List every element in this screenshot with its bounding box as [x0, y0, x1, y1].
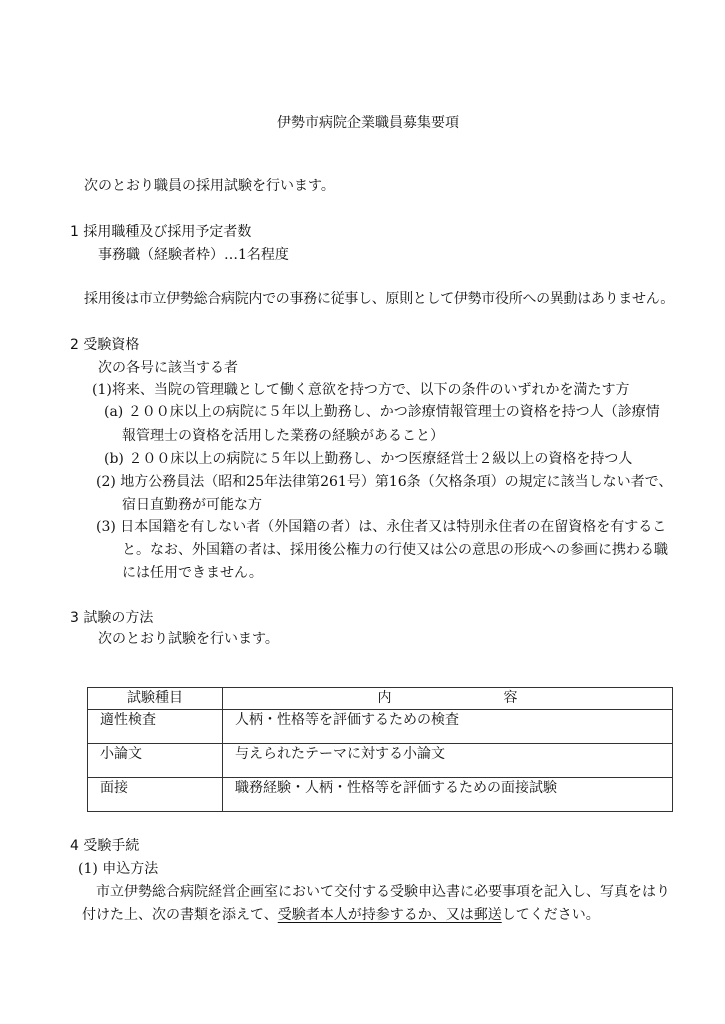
application-paragraph-line-1: 市立伊勢総合病院経営企画室において交付する受験申込書に必要事項を記入し、写真をはり [96, 884, 670, 900]
exam-lead: 次のとおり試験を行います。 [98, 631, 279, 647]
eligibility-item-1b: (b) ２００床以上の病院に５年以上勤務し、かつ医療経営士２級以上の資格を持つ人 [104, 451, 633, 467]
table-cell: 人柄・性格等を評価するための検査 [223, 710, 673, 744]
text: 付けた上、次の書類を添えて、 [82, 907, 278, 923]
table-cell: 与えられたテーマに対する小論文 [223, 744, 673, 778]
page-title: 伊勢市病院企業職員募集要項 [277, 115, 459, 131]
section-4-heading: 4 受験手続 [70, 838, 140, 854]
underlined-text: 受験者本人が持参するか、又は郵送 [277, 907, 502, 923]
eligibility-item-3-cont: と。なお、外国籍の者は、採用後公権力の行使又は公の意思の形成への参画に携わる職 [122, 542, 668, 558]
eligibility-item-3-cont2: には任用できません。 [122, 565, 263, 581]
table-header-row [88, 688, 673, 710]
intro-text: 次のとおり職員の採用試験を行います。 [84, 178, 335, 194]
exam-table [87, 687, 673, 812]
section-2-heading: 2 受験資格 [70, 337, 140, 353]
table-row [88, 744, 673, 778]
text: してください。 [501, 907, 600, 923]
transfer-note: 採用後は市立伊勢総合病院内での事務に従事し、原則として伊勢市役所への異動はありません。 [84, 291, 674, 307]
eligibility-item-2: (2) 地方公務員法（昭和25年法律第261号）第16条（欠格条項）の規定に該当しない者で、 [96, 474, 673, 490]
table-row [88, 710, 673, 744]
table-header: 内 容 [223, 688, 673, 710]
eligibility-lead: 次の各号に該当する者 [98, 360, 238, 376]
section-1-heading: 1 採用職種及び採用予定者数 [70, 224, 252, 240]
table-cell: 面接 [88, 778, 223, 812]
eligibility-item-1: (1)将来、当院の管理職として働く意欲を持つ方で、以下の条件のいずれかを満たす方 [92, 382, 630, 398]
job-line: 事務職（経験者枠）…1名程度 [98, 247, 289, 263]
table-cell: 職務経験・人柄・性格等を評価するための面接試験 [223, 778, 673, 812]
eligibility-item-1a-cont: 報管理士の資格を活用した業務の経験があること） [122, 428, 444, 444]
table-row [88, 778, 673, 812]
eligibility-item-3: (3) 日本国籍を有しない者（外国籍の者）は、永住者又は特別永住者の在留資格を有するこ [96, 519, 667, 535]
table-cell: 小論文 [88, 744, 223, 778]
section-3-heading: 3 試験の方法 [70, 610, 154, 626]
table-header: 試験種目 [88, 688, 223, 710]
application-method-heading: (1) 申込方法 [78, 861, 159, 877]
application-paragraph-line-2 [82, 906, 600, 924]
eligibility-item-1a: (a) ２００床以上の病院に５年以上勤務し、かつ診療情報管理士の資格を持つ人（診療情 [104, 404, 660, 420]
table-cell: 適性検査 [88, 710, 223, 744]
eligibility-item-2-cont: 宿日直勤務が可能な方 [122, 497, 262, 513]
